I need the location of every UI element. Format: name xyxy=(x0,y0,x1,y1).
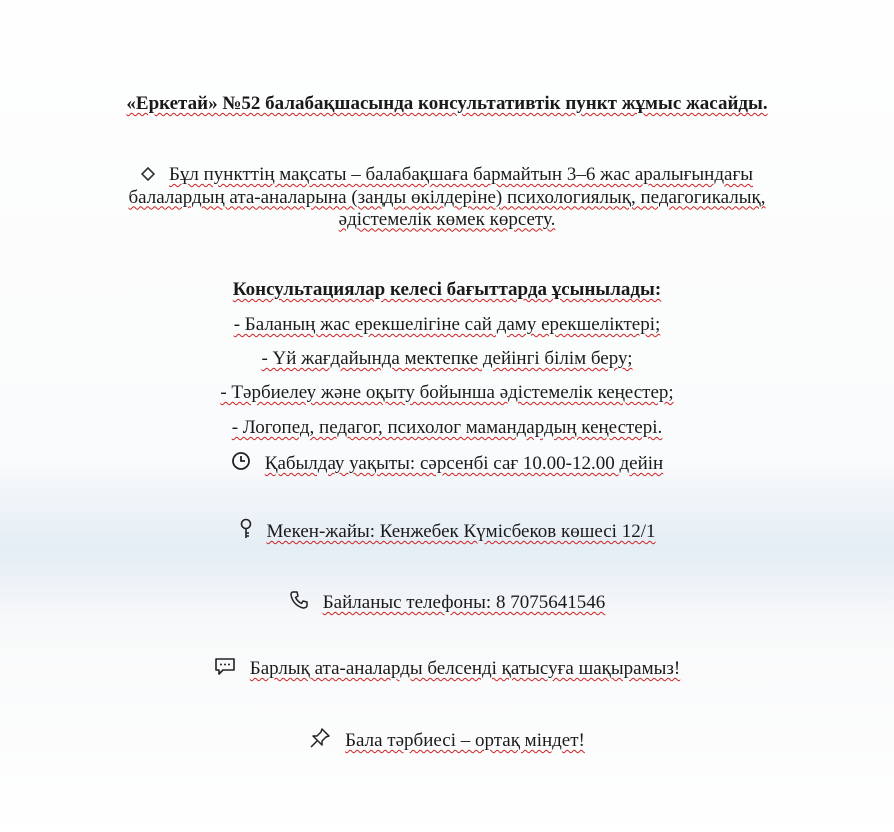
list-item-text: - Логопед, педагог, психолог мамандардың кеңестері. xyxy=(231,417,663,438)
phone-line xyxy=(0,590,894,617)
motto-text: Бала тәрбиесі – ортақ міндет! xyxy=(345,729,585,751)
address-text: Мекен-жайы: Кенжебек Күмісбеков көшесі 12/1 xyxy=(266,520,656,542)
invite-text: Барлық ата-аналарды белсенді қатысуға шақырамыз! xyxy=(249,657,681,679)
invite-line xyxy=(0,656,894,683)
intro-text-1: Бұл пункттің мақсаты – балабақшаға бармайтын 3–6 жас аралығындағы xyxy=(169,164,753,185)
pin-icon xyxy=(239,518,253,547)
intro-line-1 xyxy=(30,164,864,187)
pushpin-icon xyxy=(309,727,331,756)
diamond-icon xyxy=(141,165,155,187)
chat-icon xyxy=(214,656,236,683)
address-line xyxy=(0,518,894,547)
list-item xyxy=(0,416,894,440)
reception-line xyxy=(0,451,894,478)
clock-icon xyxy=(231,451,251,478)
intro-line-2: балалардың ата-аналарына (заңды өкілдеріне) психологиялық, педагогикалық, xyxy=(128,186,766,208)
phone-text: Байланыс телефоны: 8 7075641546 xyxy=(322,591,606,613)
list-item xyxy=(0,313,894,337)
list-item-text: - Баланың жас ерекшелігіне сай даму ерекшеліктері; xyxy=(233,314,661,335)
intro-paragraph xyxy=(0,164,894,231)
motto-line xyxy=(0,727,894,756)
reception-text: Қабылдау уақыты: сәрсенбі сағ 10.00-12.00 дейін xyxy=(264,452,664,474)
title-text: «Еркетай» №52 балабақшасында консультативтік пункт жұмыс жасайды. xyxy=(126,93,768,114)
heading-text: Консультациялар келесі бағыттарда ұсынылады: xyxy=(232,279,662,300)
consultations-heading xyxy=(0,278,894,302)
list-item xyxy=(0,347,894,371)
document-title xyxy=(0,92,894,116)
list-item-text: - Тәрбиелеу және оқыту бойынша әдістемелік кеңестер; xyxy=(220,382,674,403)
intro-line-3: әдістемелік көмек көрсету. xyxy=(338,208,556,230)
phone-icon xyxy=(289,590,309,617)
list-item xyxy=(0,381,894,405)
list-item-text: - Үй жағдайында мектепке дейінгі білім беру; xyxy=(261,348,633,369)
